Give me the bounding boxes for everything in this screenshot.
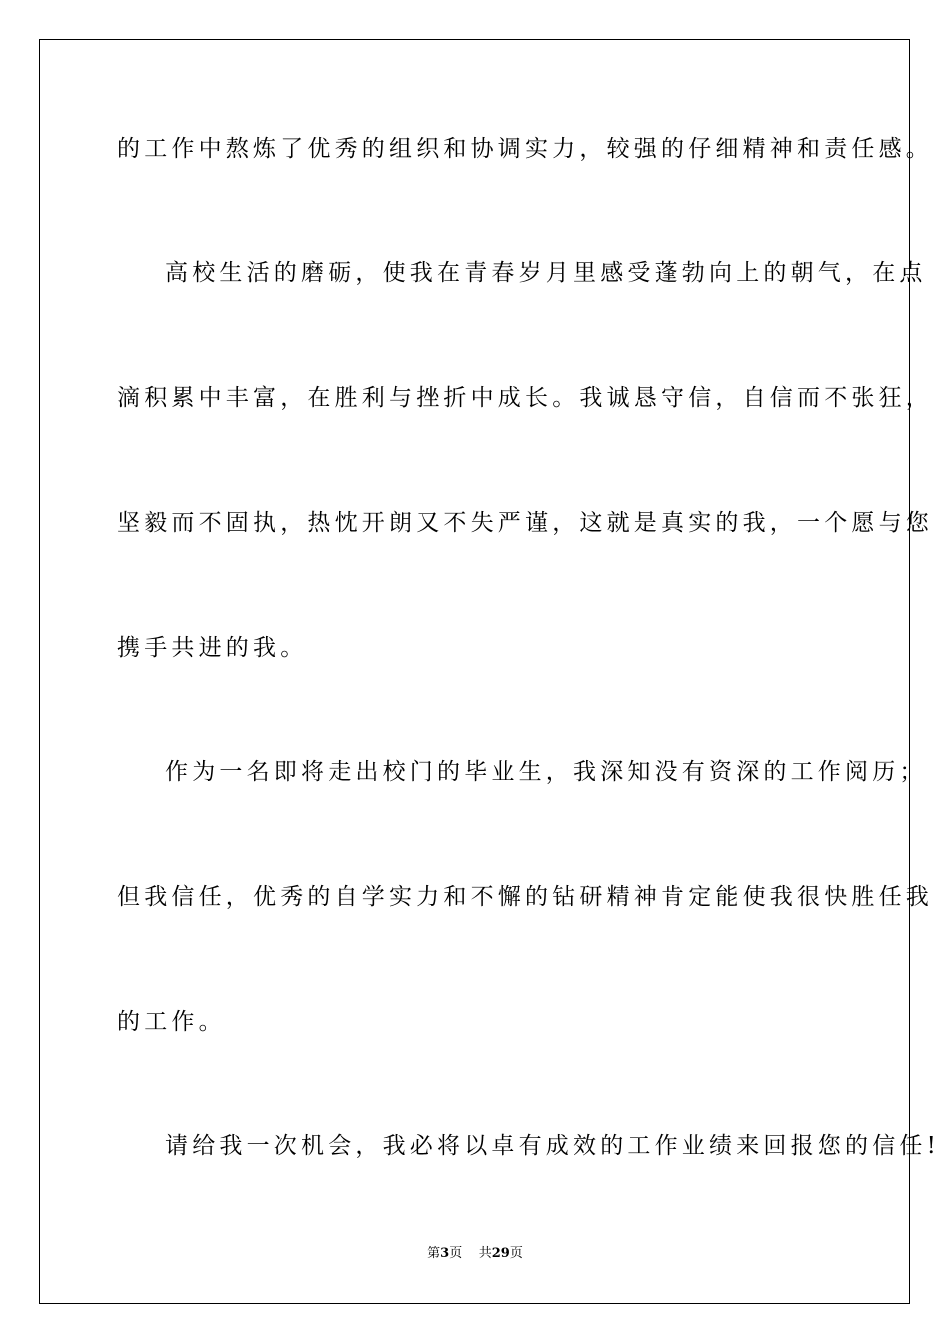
footer-page-suffix: 页 (449, 1246, 463, 1261)
text-line-6: 作为一名即将走出校门的毕业生，我深知没有资深的工作阅历； (165, 759, 927, 785)
text-line-2: 高校生活的磨砺，使我在青春岁月里感受蓬勃向上的朝气，在点 (165, 260, 927, 286)
text-line-3: 滴积累中丰富，在胜利与挫折中成长。我诚恳守信，自信而不张狂， (117, 385, 933, 411)
text-line-5: 携手共进的我。 (117, 635, 308, 661)
text-line-8: 的工作。 (117, 1009, 226, 1035)
text-line-4: 坚毅而不固执，热忱开朗又不失严谨，这就是真实的我，一个愿与您 (117, 510, 933, 536)
footer-total-suffix: 页 (509, 1246, 523, 1261)
footer-total-prefix: 共 (478, 1246, 492, 1261)
text-line-7: 但我信任，优秀的自学实力和不懈的钻研精神肯定能使我很快胜任我 (117, 884, 933, 910)
footer-total-pages: 29 (491, 1246, 510, 1261)
footer-current-page: 3 (440, 1246, 450, 1261)
text-line-9: 请给我一次机会，我必将以卓有成效的工作业绩来回报您的信任! (165, 1133, 941, 1159)
footer-page-prefix: 第 (427, 1246, 441, 1261)
page-frame (39, 39, 941, 1304)
page-footer (0, 1245, 950, 1263)
text-line-1: 的工作中熬炼了优秀的组织和协调实力，较强的仔细精神和责任感。 (117, 136, 933, 162)
